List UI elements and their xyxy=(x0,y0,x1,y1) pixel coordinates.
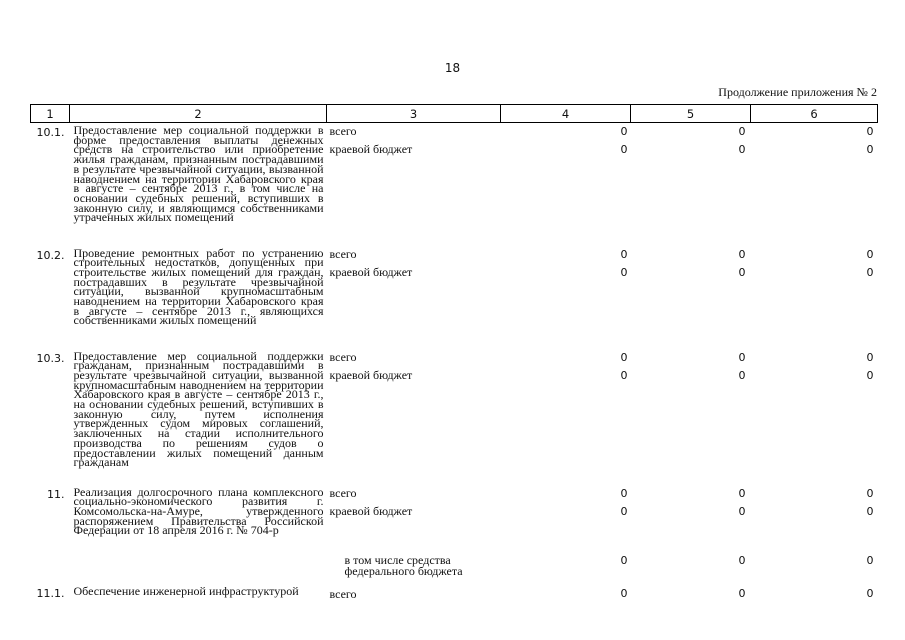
column-5-values xyxy=(631,349,751,485)
value-cell: 0 xyxy=(866,125,874,138)
value-cell: 0 xyxy=(866,143,874,156)
value-cell: 0 xyxy=(738,368,746,382)
value-cell: 0 xyxy=(620,486,628,500)
column-header-4: 4 xyxy=(501,105,631,123)
funding-source-total: всего xyxy=(329,124,357,138)
value-cell: 0 xyxy=(620,368,628,382)
measure-description: Проведение ремонтных работ по устранению строительных недостатков, допущенных при строительстве жилых помещений для граждан, пострадавших в результате чрезвычайной ситуации, вызванной крупномасштабным наводнением на территории Хабаровского края в августе – сентябре 2013 г., являющихся собственниками жилых помещений xyxy=(73,245,324,328)
row-number: 10.1. xyxy=(36,126,65,139)
column-4-values xyxy=(501,246,631,349)
funding-source-total: всего xyxy=(329,246,357,261)
funding-source-cell xyxy=(327,349,501,485)
value-cell: 0 xyxy=(738,504,746,518)
table-row xyxy=(31,246,878,349)
table-subrow xyxy=(31,551,878,584)
table-row xyxy=(31,349,878,485)
value-cell: 0 xyxy=(738,350,746,364)
funding-source-cell xyxy=(327,123,501,246)
measure-description: Предоставление мер социальной поддержки в форме предоставления выплаты денежных средств на строительство или приобретение жилья гражданам, признанным пострадавшими в результате чрезвычайной ситуации, вызванной наводнением на территории Хабаровского края в августе – сентябре 2013 г., в том числе на основании судебных решений, вступивших в законную силу, и являющимся собственниками утраченных жилых помещений xyxy=(73,123,324,225)
program-financing-table xyxy=(30,104,878,604)
funding-source-total: всего xyxy=(329,349,357,364)
table-row xyxy=(31,584,878,604)
federal-budget-label: в том числе средства федерального бюджета xyxy=(344,552,463,578)
table-header-row xyxy=(31,105,878,123)
column-4-values xyxy=(501,123,631,246)
value-cell: 0 xyxy=(620,504,628,518)
column-4-values xyxy=(501,349,631,485)
value-cell: 0 xyxy=(620,553,628,567)
appendix-continuation-note: Продолжение приложения № 2 xyxy=(718,85,877,99)
value-cell: 0 xyxy=(866,265,874,279)
funding-source-total: всего xyxy=(329,586,357,601)
column-6-values xyxy=(751,123,878,246)
value-cell: 0 xyxy=(866,350,874,364)
value-cell: 0 xyxy=(738,125,746,138)
table-row xyxy=(31,485,878,551)
value-cell: 0 xyxy=(866,586,874,600)
value-cell: 0 xyxy=(620,265,628,279)
value-cell: 0 xyxy=(620,247,628,261)
value-cell: 0 xyxy=(620,586,628,600)
row-number: 10.2. xyxy=(36,248,65,262)
column-5-values xyxy=(631,246,751,349)
value-cell: 0 xyxy=(738,586,746,600)
value-cell: 0 xyxy=(738,553,746,567)
funding-source-regional: краевой бюджет xyxy=(329,142,413,156)
column-header-2: 2 xyxy=(70,105,327,123)
funding-source-regional: краевой бюджет xyxy=(329,264,413,279)
value-cell: 0 xyxy=(620,125,628,138)
value-cell: 0 xyxy=(738,265,746,279)
value-cell: 0 xyxy=(738,486,746,500)
column-6-values xyxy=(751,246,878,349)
column-header-5: 5 xyxy=(631,105,751,123)
column-header-6: 6 xyxy=(751,105,878,123)
funding-source-regional: краевой бюджет xyxy=(329,367,413,382)
value-cell: 0 xyxy=(866,368,874,382)
column-header-1: 1 xyxy=(31,105,70,123)
row-number: 11. xyxy=(47,487,65,501)
column-4-values xyxy=(501,485,631,551)
measure-description: Обеспечение инженерной инфраструктурой xyxy=(73,583,299,598)
value-cell: 0 xyxy=(866,504,874,518)
value-cell: 0 xyxy=(738,143,746,156)
column-5-values xyxy=(631,123,751,246)
column-6-values xyxy=(751,485,878,551)
value-cell: 0 xyxy=(620,350,628,364)
value-cell: 0 xyxy=(866,486,874,500)
measure-description: Реализация долгосрочного плана комплексного социально-экономического развития г. Комсомольска-на-Амуре, утвержденного распоряжением Правительства Российской Федерации от 18 апреля 2016 г. № 704-р xyxy=(73,484,324,538)
value-cell: 0 xyxy=(866,247,874,261)
value-cell: 0 xyxy=(866,553,874,567)
column-6-values xyxy=(751,349,878,485)
value-cell: 0 xyxy=(738,247,746,261)
measure-description: Предоставление мер социальной поддержки гражданам, признанным пострадавшими в результате чрезвычайной ситуации, вызванной крупномасштабным наводнением на территории Хабаровского края в августе – сентябре 2013 г., на основании судебных решений, вступивших в законную силу, путем исполнения утвержденных судом мировых соглашений, заключенных на стадии исполнительного производства по решениям судов о предоставлении жилых помещений данным гражданам xyxy=(73,348,324,470)
column-5-values xyxy=(631,485,751,551)
funding-source-cell xyxy=(327,246,501,349)
column-header-3: 3 xyxy=(327,105,501,123)
page-number: 18 xyxy=(444,61,461,75)
funding-source-total: всего xyxy=(329,485,357,500)
funding-source-cell xyxy=(327,485,501,551)
row-number: 11.1. xyxy=(36,586,65,600)
table-row xyxy=(31,123,878,246)
row-number: 10.3. xyxy=(36,351,65,365)
value-cell: 0 xyxy=(620,143,628,156)
funding-source-regional: краевой бюджет xyxy=(329,503,413,518)
